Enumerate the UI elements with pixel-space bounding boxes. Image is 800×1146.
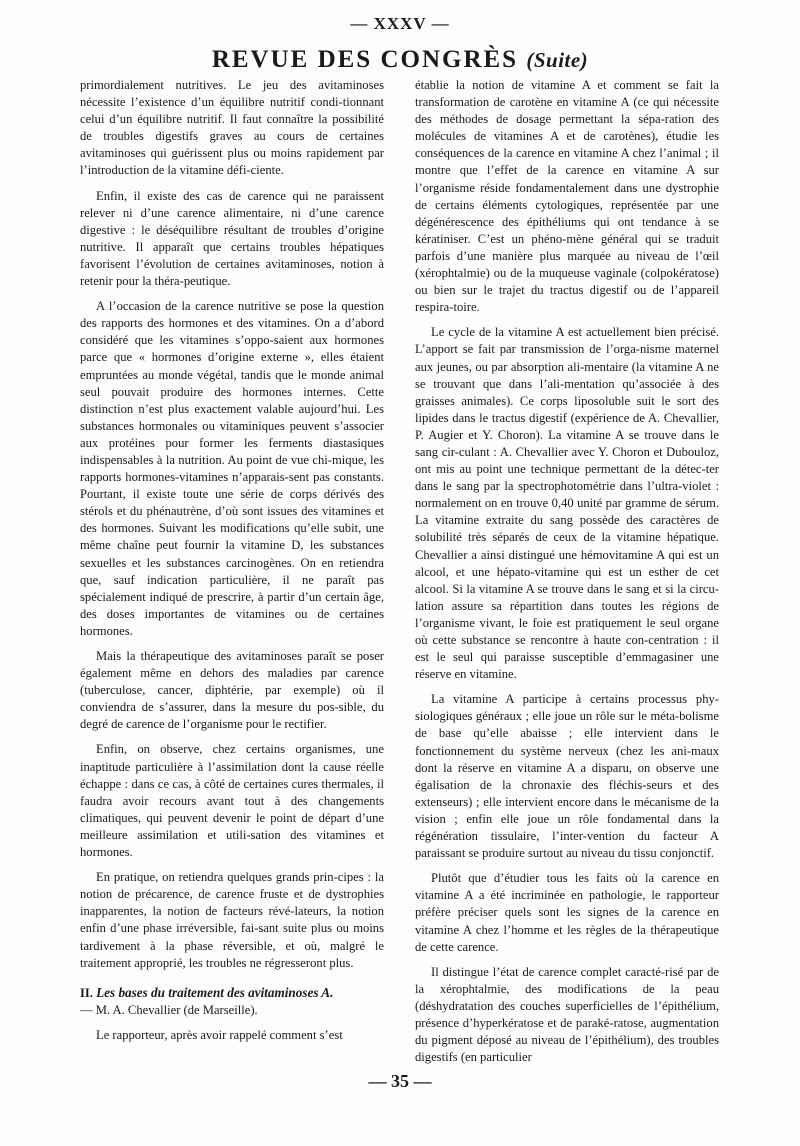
paragraph: primordialement nutritives. Le jeu des avitaminoses nécessite l’existence d’un équilibre nutritif condi-tionnant celui d’un équilibre nutritif. Il faut connaître la possibilité de troubles digestifs graves au cours de certaines avitaminoses qui guérissent plus ou moins rapidement par l’introduction de la vitamine défi-ciente. [80,78,384,178]
page-number: — 35 — [368,1071,432,1091]
paragraph: Plutôt que d’étudier tous les faits où la carence en vitamine A a été incriminée en pathologie, le rapporteur préfère préciser quels sont les signes de la carence en vitamine A chez l’homme et les règles de la thérapeutique de cette carence. [415,871,719,954]
left-column [80,77,384,1052]
paragraph: Enfin, on observe, chez certains organismes, une inaptitude particulière à l’assimilation dont la cause réelle échappe : dans ce cas, à côté de certaines cures thermales, il faudra avoir recours avant tout à des changements climatiques, qui peuvent devenir le point de départ d’une meilleure assimilation et utili-sation des vitamines et hormones. [80,742,384,860]
paragraph: A l’occasion de la carence nutritive se pose la question des rapports des hormones et des vitamines. On a d’abord considéré que les vitamines s’oppo-saient aux hormones parce que « hormones d’origine externe », elles étaient empruntées au monde végétal, tandis que le monde animal seul pouvait produire des hormones internes. Cette distinction n’est plus exactement valable aujourd’hui. Les substances hormonales ou vitaminiques peuvent s’associer aux protéines pour former les ferments diastasiques indispensables à la nutrition. Au point de vue chi-mique, les rapports hormones-vitamines n’apparais-sent pas constants. Pourtant, il existe toute une série de corps dérivés des stérols et du phénautrène, d’où sont issues des vitamines et des hormones. Suivant les modifications qu’elle subit, une même chaîne peut fournir la vitamine D, les substances sexuelles et les substances carcinogènes. On en retiendra que, sauf indication particulière, il ne paraît pas spécialement indiqué de prescrire, à partir d’un certain âge, des doses importantes de vitamines ou de certaines hormones. [80,299,384,638]
roman-page-number: — XXXV — [350,14,450,33]
section-number: II. [80,985,93,1000]
paragraph: Mais la thérapeutique des avitaminoses paraît se poser également même en dehors des maladies par carence (tuberculose, cancer, diphtérie, par exemple) où il conviendra de s’assurer, dans la mesure du pos-sible, du degré de carence de l’organisme pour le rectifier. [80,649,384,732]
paragraph: Il distingue l’état de carence complet caracté-risé par de la xérophtalmie, des modifications de la peau (déshydratation des couches superficielles de l’épithélium, présence d’hyperkératose et de paraké-ratose, augmentation du pigment déposé au niveau de l’épithélium), des troubles digestifs (en particulier [415,964,719,1065]
paragraph: Enfin, il existe des cas de carence qui ne paraissent relever ni d’une carence alimentaire, ni d’une carence digestive : le déséquilibre résultant de troubles d’origine nutritive. Il apparaît que certains troubles hépatiques favorisent l’évolution de certaines avitaminoses, notion à retenir pour la théra-peutique. [80,188,384,289]
running-title [0,46,800,74]
paragraph: La vitamine A participe à certains processus phy-siologiques généraux ; elle joue un rôle sur le méta-bolisme de base qu’elle abaisse ; elle intervient dans le fonctionnement du système nerveux (chez les ani-maux dont la réserve en vitamine A a disparu, on observe une égalisation de la chronaxie des fléchis-seurs et des extenseurs) ; elle intervient encore dans le mécanisme de la vision ; enfin elle joue un rôle fondamental dans la régénération tissulaire, l’inter-vention du facteur A paraissant se produire surtout au niveau du tissu conjonctif. [415,692,719,861]
section-heading [80,984,384,1019]
right-column [415,77,719,1074]
running-title-text: REVUE DES CONGRÈS [211,46,519,73]
section-title: Les bases du traitement des avitaminoses A. [96,984,334,1000]
section-author: — M. A. Chevallier (de Marseille). [80,1002,258,1017]
paragraph: Le cycle de la vitamine A est actuellement bien précisé. L’apport se fait par transmission de l’orga-nisme maternel aux jeunes, ou par absorption ali-mentaire (la vitamine A ne se trouvant que dans l’ali-mentation qu’associée à des graisses animales). Ce corps liposoluble suit le sort des lipides dans le tractus digestif (expérience de A. Chevallier, P. Augier et Y. Choron). La vitamine A se trouve dans le sang cir-culant : A. Chevallier avec Y. Choron et Dubouloz, ont mis au point une technique permettant de la détec-ter dans le sang par la spectrophotométrie dans l’ultra-violet : normalement on en trouve 0,40 unité par gramme de sérum. La vitamine extraite du sang possède des caractères de solubilité très séparés de ceux de la vitamine hépatique. Chevallier a ainsi distingué une hémovitamine A qui est un alcool, et une hépato-vitamine qui est un esther de cet alcool. Si la vitamine A se trouve dans le sang et si la circu-lation assure sa répartition dans toutes les régions de l’organisme vivant, le foie est pratiquement le seul organe où cette substance se rencontre à haute con-centration : il est le seul qui paraisse susceptible d’emmagasiner une réserve en vitamine. [415,325,719,682]
paragraph: établie la notion de vitamine A et comment se fait la transformation de carotène en vitamine A (ce qui nécessite des méthodes de dosage permettant la sépa-ration des molécules de vitamines A et de carotènes), étudie les conséquences de la carence en vitamine A chez l’animal ; il montre que l’effet de la carence en vitamine A sur l’organisme réside fondamentalement dans une dystrophie de certains éléments cytologiques, représentée par une dégénérescence des épithéliums qui ont tendance à se kératiniser. C’est un phéno-mène général qui se traduit parfois d’une manière plus marquée au niveau de l’œil (xérophtalmie) ou de la muqueuse vaginale (colpokératose) ou bien sur le trajet du tractus digestif ou de l’appareil respira-toire. [415,78,719,315]
paragraph: Le rapporteur, après avoir rappelé comment s’est [96,1027,343,1042]
running-title-suffix: (Suite) [526,48,589,72]
paragraph: En pratique, on retiendra quelques grands prin-cipes : la notion de précarence, de carence fruste et de dystrophies inapparentes, la notion de facteurs révé-lateurs, la notion enfin d’une phase irréversible, fai-sant suite plus ou moins tardivement à la phase réversible, et où, malgré le traitement approprié, les troubles ne régresseront plus. [80,870,384,970]
